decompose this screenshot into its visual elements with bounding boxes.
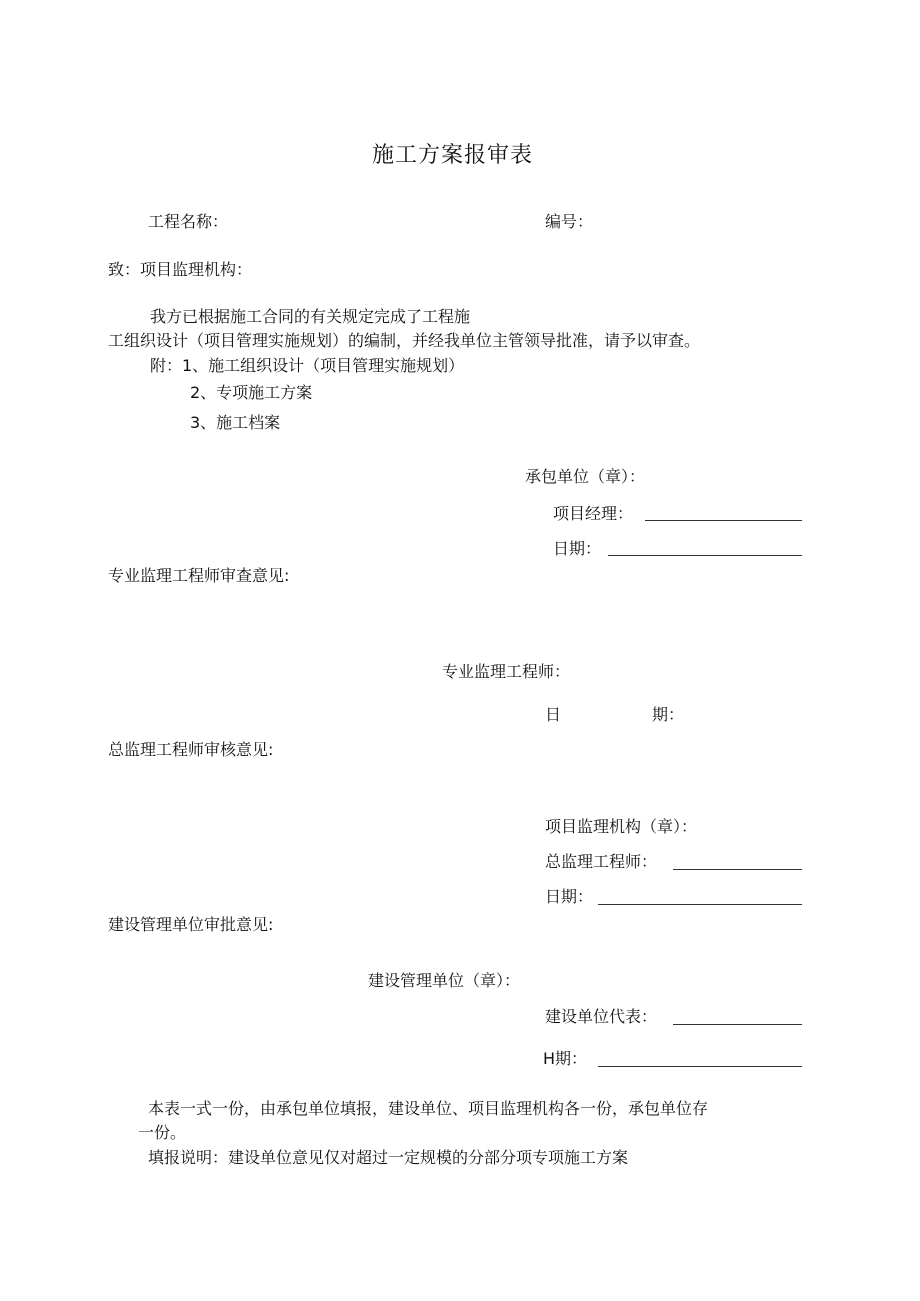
body-line-1: 我方已根据施工合同的有关规定完成了工程施 xyxy=(150,307,471,326)
attachment-item: 3、施工档案 xyxy=(190,413,281,432)
supervision-org-label: 项目监理机构（章）： xyxy=(545,817,698,836)
number-label: 编号： xyxy=(545,212,594,231)
filling-instruction: 填报说明：建设单位意见仅对超过一定规模的分部分项专项施工方案 xyxy=(148,1148,629,1167)
specialist-date-label-2: 期： xyxy=(652,705,685,724)
chief-date-line xyxy=(598,904,802,905)
owner-rep-label: 建设单位代表： xyxy=(545,1007,658,1026)
attachment-item: 2、专项施工方案 xyxy=(190,383,313,402)
project-manager-label: 项目经理： xyxy=(553,504,634,523)
body-line-2: 工组织设计（项目管理实施规划）的编制，并经我单位主管领导批准，请予以审查。 xyxy=(108,331,701,350)
specialist-date-label-1: 日 xyxy=(545,705,562,724)
owner-rep-signature-line xyxy=(673,1024,802,1025)
project-manager-signature-line xyxy=(645,520,802,521)
owner-opinion-label: 建设管理单位审批意见: xyxy=(108,915,274,934)
footer-note-line-1: 本表一式一份，由承包单位填报，建设单位、项目监理机构各一份，承包单位存 xyxy=(148,1099,709,1118)
specialist-engineer-label: 专业监理工程师： xyxy=(442,662,571,681)
chief-date-label: 日期： xyxy=(545,887,594,906)
chief-engineer-label: 总监理工程师： xyxy=(545,852,658,871)
page-title: 施工方案报审表 xyxy=(372,143,534,168)
owner-unit-label: 建设管理单位（章）： xyxy=(368,971,521,990)
attachment-item: 附：1、施工组织设计（项目管理实施规划） xyxy=(150,356,465,375)
chief-opinion-label: 总监理工程师审核意见: xyxy=(108,740,274,759)
chief-engineer-signature-line xyxy=(673,869,802,870)
owner-date-label: H期： xyxy=(543,1049,588,1068)
recipient-line: 致：项目监理机构： xyxy=(108,260,253,279)
footer-note-line-2: 一份。 xyxy=(138,1123,187,1142)
contractor-unit-label: 承包单位（章）： xyxy=(525,467,646,486)
owner-date-line xyxy=(598,1066,802,1067)
project-name-label: 工程名称： xyxy=(148,212,229,231)
contractor-date-line xyxy=(608,555,802,556)
contractor-date-label: 日期： xyxy=(553,539,602,558)
specialist-opinion-label: 专业监理工程师审查意见: xyxy=(108,566,290,585)
